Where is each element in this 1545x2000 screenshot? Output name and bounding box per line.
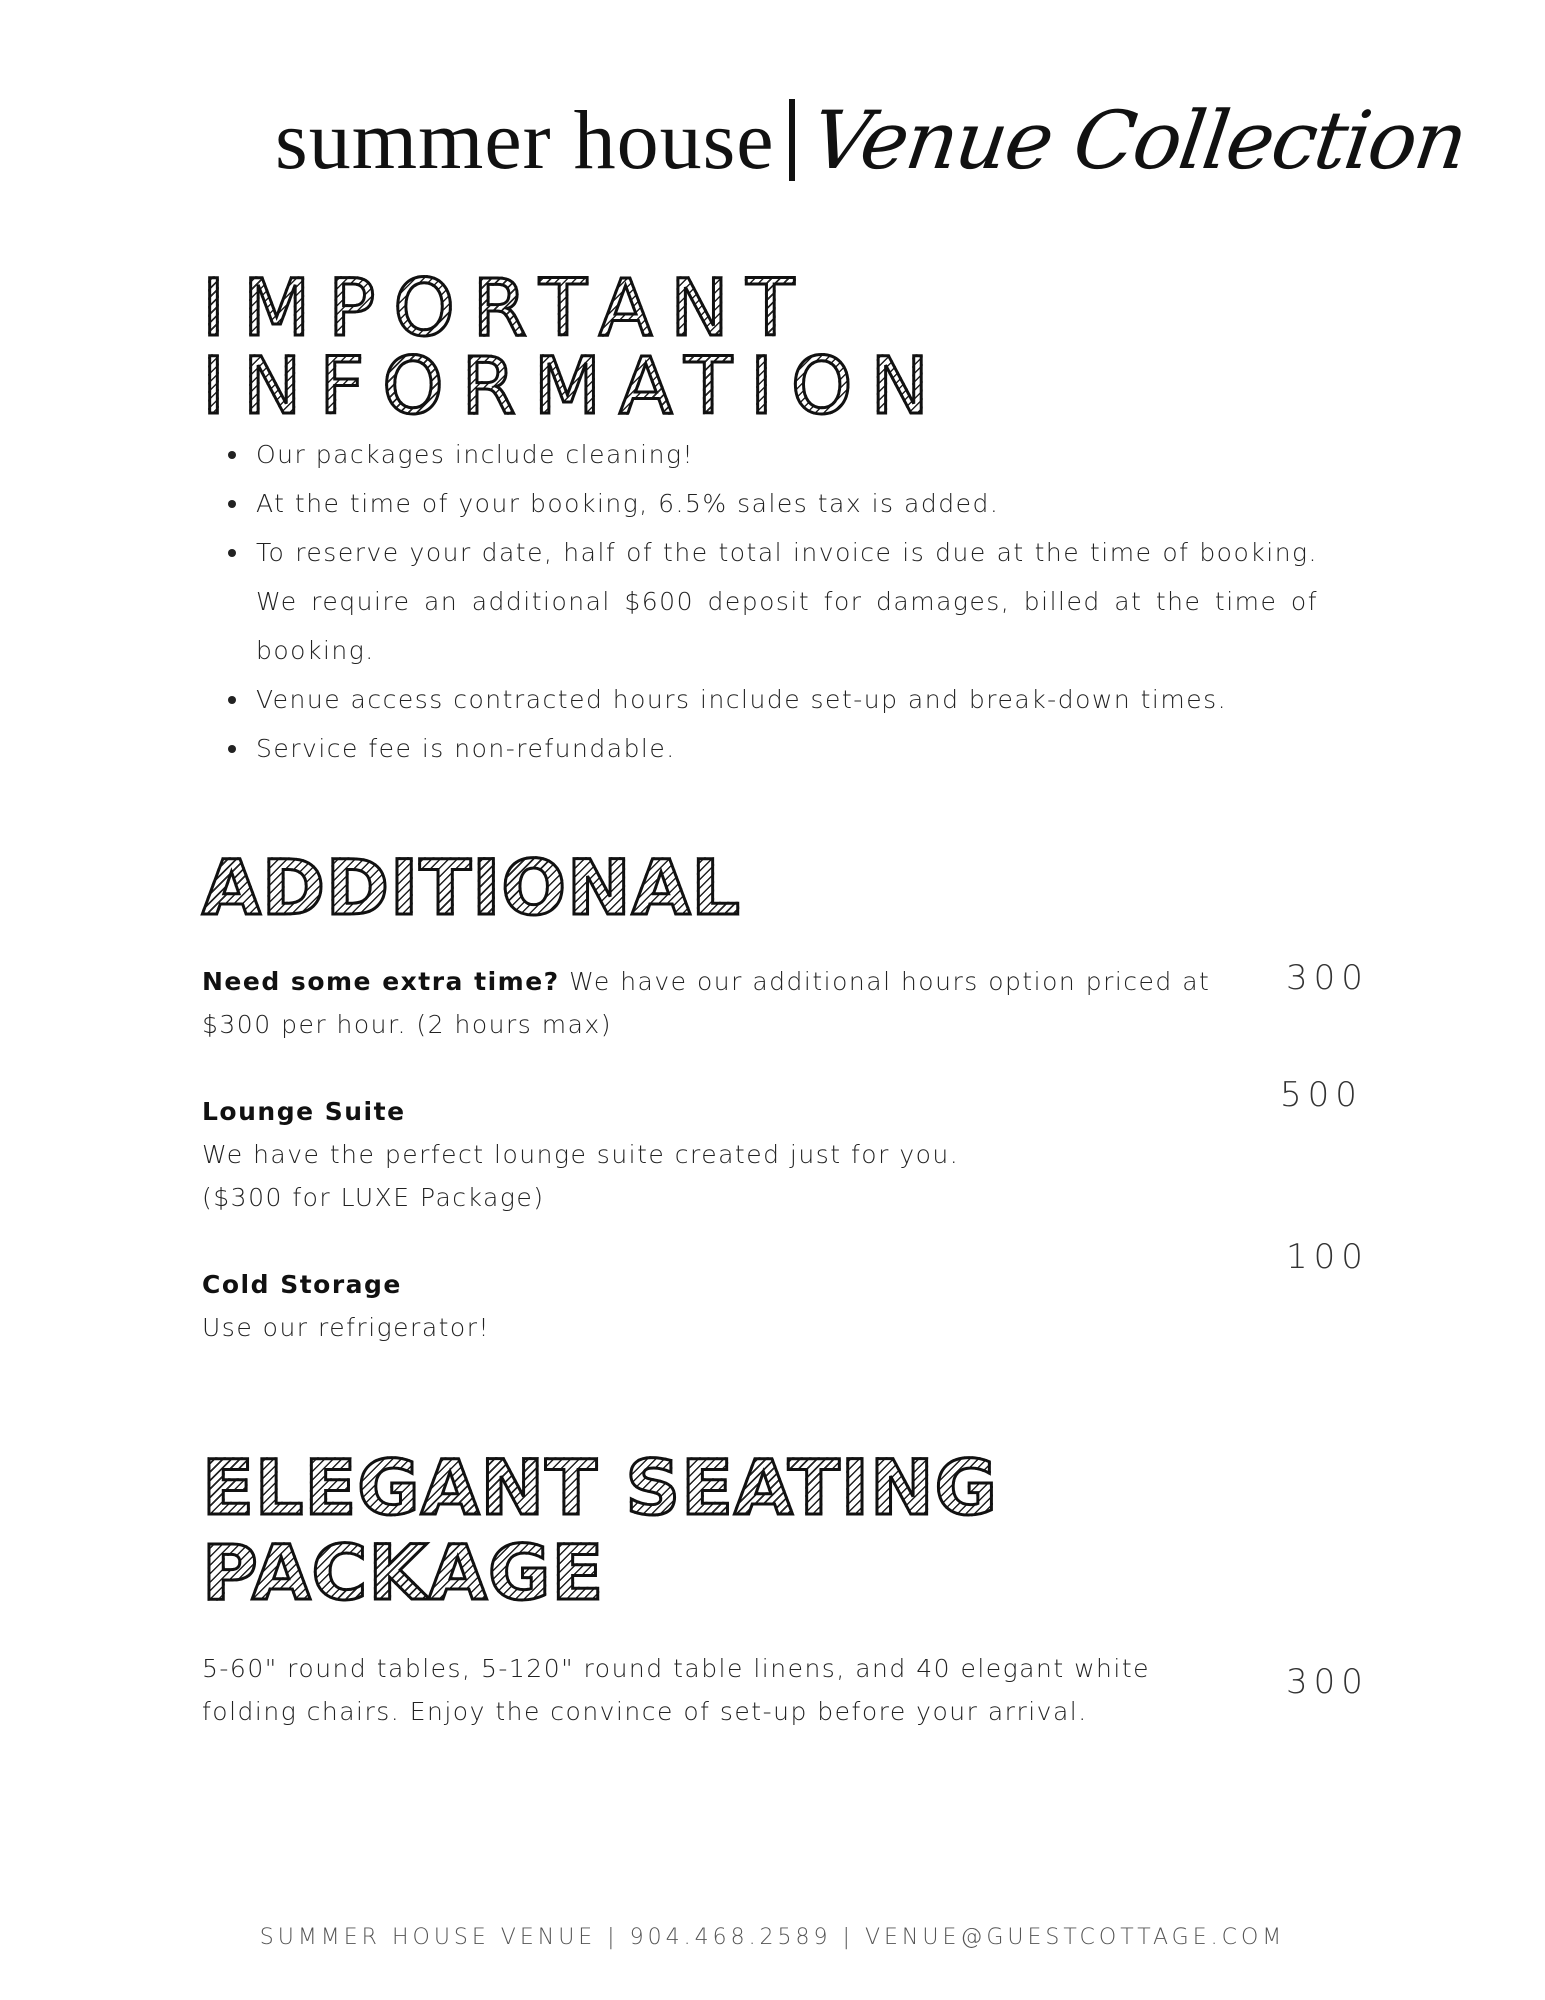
footer-contact: SUMMER HOUSE VENUE | 904.468.2589 | VENUE@GUESTCOTTAGE.COM: [259, 1925, 1286, 1950]
elegant-seating-title: [202, 1443, 999, 1618]
collection-name: Venue Collection: [806, 93, 1471, 187]
list-item: To reserve your date, half of the total invoice is due at the time of booking. We require an additional $600 deposit for damages, billed at the time of booking.: [256, 528, 1318, 675]
important-title-line2: INFORMATION: [202, 342, 947, 432]
extra-time-item: [202, 960, 1212, 1046]
important-info-list: [228, 430, 1318, 773]
lounge-suite-item: [202, 1090, 1202, 1219]
cold-storage-item: [202, 1263, 1202, 1349]
cold-storage-name: Cold Storage: [202, 1270, 402, 1299]
lounge-suite-price: 500: [1280, 1075, 1363, 1115]
seating-package-item: [202, 1647, 1182, 1733]
seating-package-price: 300: [1286, 1662, 1369, 1702]
header-logo: [275, 70, 1471, 210]
cold-storage-description: Use our refrigerator!: [202, 1313, 491, 1342]
lounge-suite-name: Lounge Suite: [202, 1097, 406, 1126]
list-item: At the time of your booking, 6.5% sales tax is added.: [256, 479, 1318, 528]
seating-package-description: 5-60" round tables, 5-120" round table linens, and 40 elegant white folding chairs. Enjoy the convince of set-up before your arrival.: [202, 1654, 1150, 1726]
brand-divider: [789, 99, 795, 181]
lounge-suite-description: We have the perfect lounge suite created just for you.: [202, 1140, 960, 1169]
cold-storage-price: 100: [1286, 1237, 1369, 1277]
important-title-line1: IMPORTANT: [202, 264, 813, 354]
list-item: Our packages include cleaning!: [256, 430, 1318, 479]
extra-time-price: 300: [1286, 958, 1369, 998]
elegant-title-line1: ELEGANT SEATING: [202, 1443, 999, 1532]
brand-name: summer house: [275, 93, 775, 187]
elegant-title-line2: PACKAGE: [202, 1528, 605, 1618]
list-item: Service fee is non-refundable.: [256, 724, 1318, 773]
list-item: Venue access contracted hours include set-up and break-down times.: [256, 675, 1318, 724]
lounge-suite-note: ($300 for LUXE Package): [202, 1183, 545, 1212]
extra-time-name: Need some extra time?: [202, 967, 560, 996]
additional-title: ADDITIONAL: [202, 843, 741, 932]
important-info-title: [202, 264, 947, 432]
extra-time-description: We have our additional hours option priced at $300 per hour. (2 hours max): [202, 967, 1211, 1039]
